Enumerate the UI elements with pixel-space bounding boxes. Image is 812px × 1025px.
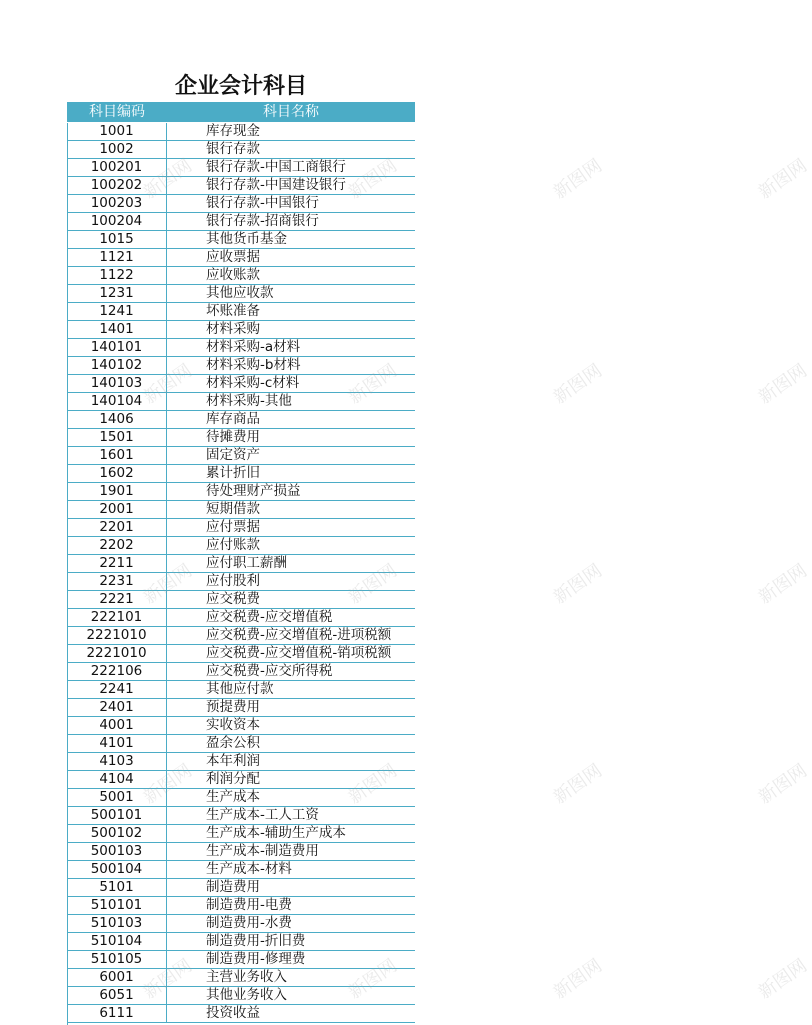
- account-name-cell[interactable]: 材料采购-a材料: [206, 339, 301, 355]
- account-name-cell[interactable]: 投资收益: [206, 1005, 260, 1021]
- account-name-cell[interactable]: 待摊费用: [206, 429, 260, 445]
- account-code-cell[interactable]: 2401: [67, 699, 167, 716]
- account-code-cell[interactable]: 140102: [67, 357, 167, 374]
- account-name-cell[interactable]: 固定资产: [206, 447, 260, 463]
- account-code-cell[interactable]: 6001: [67, 969, 167, 986]
- account-code-cell[interactable]: 4103: [67, 753, 167, 770]
- account-name-cell[interactable]: 生产成本-材料: [206, 861, 292, 877]
- table-row[interactable]: [67, 663, 415, 681]
- table-row[interactable]: [67, 879, 415, 897]
- table-row[interactable]: [67, 519, 415, 537]
- account-name-cell[interactable]: 应付账款: [206, 537, 260, 553]
- account-code-cell[interactable]: 500104: [67, 861, 167, 878]
- account-code-cell[interactable]: 5001: [67, 789, 167, 806]
- table-row[interactable]: [67, 789, 415, 807]
- account-name-cell[interactable]: 制造费用-电费: [206, 897, 292, 913]
- table-row[interactable]: [67, 249, 415, 267]
- account-code-cell[interactable]: 4104: [67, 771, 167, 788]
- account-name-cell[interactable]: 生产成本-制造费用: [206, 843, 319, 859]
- header-code: 科目编码: [89, 104, 145, 120]
- table-row[interactable]: [67, 339, 415, 357]
- account-code-cell[interactable]: 1241: [67, 303, 167, 320]
- table-row[interactable]: [67, 1005, 415, 1023]
- table-row[interactable]: [67, 159, 415, 177]
- table-row[interactable]: [67, 771, 415, 789]
- account-code-cell[interactable]: 2201: [67, 519, 167, 536]
- table-row[interactable]: [67, 267, 415, 285]
- table-row[interactable]: [67, 537, 415, 555]
- account-code-cell[interactable]: 4101: [67, 735, 167, 752]
- account-code-cell[interactable]: 6051: [67, 987, 167, 1004]
- account-name-cell[interactable]: 银行存款-中国工商银行: [206, 159, 346, 175]
- account-name-cell[interactable]: 材料采购-b材料: [206, 357, 301, 373]
- account-name-cell[interactable]: 应交税费: [206, 591, 260, 607]
- account-name-cell[interactable]: 短期借款: [206, 501, 260, 517]
- account-name-cell[interactable]: 银行存款-中国建设银行: [206, 177, 346, 193]
- table-row[interactable]: [67, 609, 415, 627]
- account-code-cell[interactable]: 1122: [67, 267, 167, 284]
- account-code-cell[interactable]: 2231: [67, 573, 167, 590]
- watermark-text: 新图网: [754, 155, 811, 204]
- table-row[interactable]: [67, 393, 415, 411]
- account-code-cell[interactable]: 500103: [67, 843, 167, 860]
- table-row[interactable]: [67, 123, 415, 141]
- account-code-cell[interactable]: 2241: [67, 681, 167, 698]
- account-code-cell[interactable]: 1401: [67, 321, 167, 338]
- account-name-cell[interactable]: 应付票据: [206, 519, 260, 535]
- watermark-text: 新图网: [139, 955, 197, 1004]
- table-row[interactable]: [67, 303, 415, 321]
- table-row[interactable]: [67, 195, 415, 213]
- table-row[interactable]: [67, 231, 415, 249]
- watermark-text: 新图网: [344, 955, 402, 1004]
- account-name-cell[interactable]: 应交税费-应交增值税: [206, 609, 333, 625]
- account-code-cell[interactable]: 510101: [67, 897, 167, 914]
- table-row[interactable]: [67, 861, 415, 879]
- account-code-cell[interactable]: 2202: [67, 537, 167, 554]
- table-row[interactable]: [67, 735, 415, 753]
- account-name-cell[interactable]: 预提费用: [206, 699, 260, 715]
- table-row[interactable]: [67, 915, 415, 933]
- account-name-cell[interactable]: 应付股利: [206, 573, 260, 589]
- table-row[interactable]: [67, 591, 415, 609]
- table-row[interactable]: [67, 951, 415, 969]
- account-code-cell[interactable]: 2221010: [67, 627, 167, 644]
- table-row[interactable]: [67, 897, 415, 915]
- table-row[interactable]: [67, 681, 415, 699]
- account-code-cell[interactable]: 140101: [67, 339, 167, 356]
- account-code-cell[interactable]: 510103: [67, 915, 167, 932]
- account-name-cell[interactable]: 累计折旧: [206, 465, 260, 481]
- table-row[interactable]: [67, 987, 415, 1005]
- account-name-cell[interactable]: 实收资本: [206, 717, 260, 733]
- account-code-cell[interactable]: 6111: [67, 1005, 167, 1022]
- table-row[interactable]: [67, 177, 415, 195]
- account-code-cell[interactable]: 4001: [67, 717, 167, 734]
- account-name-cell[interactable]: 生产成本-辅助生产成本: [206, 825, 346, 841]
- account-code-cell[interactable]: 510105: [67, 951, 167, 968]
- account-code-cell[interactable]: 1601: [67, 447, 167, 464]
- account-code-cell[interactable]: 100201: [67, 159, 167, 176]
- account-name-cell[interactable]: 应交税费-应交增值税-进项税额: [206, 627, 392, 643]
- account-code-cell[interactable]: 2211: [67, 555, 167, 572]
- account-code-cell[interactable]: 2221: [67, 591, 167, 608]
- table-row[interactable]: [67, 285, 415, 303]
- table-row[interactable]: [67, 501, 415, 519]
- watermark-text: 新图网: [549, 760, 606, 809]
- account-code-cell[interactable]: 1002: [67, 141, 167, 158]
- table-row[interactable]: [67, 429, 415, 447]
- account-code-cell[interactable]: 1501: [67, 429, 167, 446]
- account-name-cell[interactable]: 材料采购-c材料: [206, 375, 300, 391]
- account-name-cell[interactable]: 应收票据: [206, 249, 260, 265]
- table-row[interactable]: [67, 825, 415, 843]
- account-table: [67, 123, 415, 1023]
- account-code-cell[interactable]: 5101: [67, 879, 167, 896]
- table-row[interactable]: [67, 213, 415, 231]
- account-name-cell[interactable]: 待处理财产损益: [206, 483, 301, 499]
- table-row[interactable]: [67, 465, 415, 483]
- watermark-text: 新图网: [139, 560, 197, 609]
- table-row[interactable]: [67, 699, 415, 717]
- table-row[interactable]: [67, 627, 415, 645]
- account-code-cell[interactable]: 500102: [67, 825, 167, 842]
- account-name-cell[interactable]: 材料采购-其他: [206, 393, 292, 409]
- watermark-text: 新图网: [139, 760, 197, 809]
- account-code-cell[interactable]: 1901: [67, 483, 167, 500]
- table-row[interactable]: [67, 357, 415, 375]
- table-row[interactable]: [67, 807, 415, 825]
- account-name-cell[interactable]: 银行存款: [206, 141, 260, 157]
- table-header: [67, 102, 415, 122]
- watermark-text: 新图网: [754, 560, 811, 609]
- watermark-text: 新图网: [344, 155, 402, 204]
- account-name-cell[interactable]: 利润分配: [206, 771, 260, 787]
- table-row[interactable]: [67, 483, 415, 501]
- account-code-cell[interactable]: 1231: [67, 285, 167, 302]
- table-row[interactable]: [67, 447, 415, 465]
- account-code-cell[interactable]: 140103: [67, 375, 167, 392]
- account-name-cell[interactable]: 库存现金: [206, 123, 260, 139]
- account-code-cell[interactable]: 1001: [67, 123, 167, 140]
- account-name-cell[interactable]: 应收账款: [206, 267, 260, 283]
- table-row[interactable]: [67, 717, 415, 735]
- table-row[interactable]: [67, 753, 415, 771]
- watermark-text: 新图网: [549, 955, 606, 1004]
- account-name-cell[interactable]: 库存商品: [206, 411, 260, 427]
- table-row[interactable]: [67, 645, 415, 663]
- watermark-text: 新图网: [549, 360, 606, 409]
- table-row[interactable]: [67, 375, 415, 393]
- account-code-cell[interactable]: 510104: [67, 933, 167, 950]
- account-name-cell[interactable]: 银行存款-招商银行: [206, 213, 319, 229]
- account-code-cell[interactable]: 500101: [67, 807, 167, 824]
- account-name-cell[interactable]: 盈余公积: [206, 735, 260, 751]
- table-row[interactable]: [67, 573, 415, 591]
- account-code-cell[interactable]: 1602: [67, 465, 167, 482]
- account-code-cell[interactable]: 140104: [67, 393, 167, 410]
- sheet-title: 企业会计科目: [174, 74, 307, 99]
- watermark-text: 新图网: [549, 560, 606, 609]
- account-name-cell[interactable]: 制造费用-水费: [206, 915, 292, 931]
- table-row[interactable]: [67, 969, 415, 987]
- account-code-cell[interactable]: 1121: [67, 249, 167, 266]
- account-name-cell[interactable]: 银行存款-中国银行: [206, 195, 319, 211]
- account-name-cell[interactable]: 制造费用-修理费: [206, 951, 306, 967]
- watermark-text: 新图网: [754, 955, 811, 1004]
- account-name-cell[interactable]: 应交税费-应交所得税: [206, 663, 333, 679]
- table-row[interactable]: [67, 321, 415, 339]
- account-code-cell[interactable]: 100203: [67, 195, 167, 212]
- account-name-cell[interactable]: 坏账准备: [206, 303, 260, 319]
- account-code-cell[interactable]: 2001: [67, 501, 167, 518]
- watermark-text: 新图网: [754, 360, 811, 409]
- watermark-text: 新图网: [344, 360, 402, 409]
- account-name-cell[interactable]: 主营业务收入: [206, 969, 287, 985]
- account-code-cell[interactable]: 100202: [67, 177, 167, 194]
- account-name-cell[interactable]: 制造费用-折旧费: [206, 933, 306, 949]
- account-name-cell[interactable]: 本年利润: [206, 753, 260, 769]
- account-name-cell[interactable]: 其他业务收入: [206, 987, 287, 1003]
- account-code-cell[interactable]: 222106: [67, 663, 167, 680]
- watermark-text: 新图网: [754, 760, 811, 809]
- account-name-cell[interactable]: 其他应收款: [206, 285, 274, 301]
- account-code-cell[interactable]: 222101: [67, 609, 167, 626]
- header-name: 科目名称: [263, 104, 319, 120]
- account-code-cell[interactable]: 100204: [67, 213, 167, 230]
- account-name-cell[interactable]: 其他应付款: [206, 681, 274, 697]
- account-name-cell[interactable]: 生产成本-工人工资: [206, 807, 319, 823]
- table-row[interactable]: [67, 555, 415, 573]
- account-name-cell[interactable]: 材料采购: [206, 321, 260, 337]
- watermark-text: 新图网: [344, 760, 402, 809]
- account-name-cell[interactable]: 应交税费-应交增值税-销项税额: [206, 645, 392, 661]
- table-row[interactable]: [67, 933, 415, 951]
- watermark-text: 新图网: [549, 155, 606, 204]
- account-name-cell[interactable]: 生产成本: [206, 789, 260, 805]
- table-row[interactable]: [67, 843, 415, 861]
- account-code-cell[interactable]: 2221010: [67, 645, 167, 662]
- account-name-cell[interactable]: 应付职工薪酬: [206, 555, 287, 571]
- account-code-cell[interactable]: 1015: [67, 231, 167, 248]
- table-row[interactable]: [67, 411, 415, 429]
- watermark-text: 新图网: [139, 360, 197, 409]
- account-name-cell[interactable]: 其他货币基金: [206, 231, 287, 247]
- watermark-text: 新图网: [344, 560, 402, 609]
- account-code-cell[interactable]: 1406: [67, 411, 167, 428]
- account-name-cell[interactable]: 制造费用: [206, 879, 260, 895]
- watermark-text: 新图网: [139, 155, 197, 204]
- table-row[interactable]: [67, 141, 415, 159]
